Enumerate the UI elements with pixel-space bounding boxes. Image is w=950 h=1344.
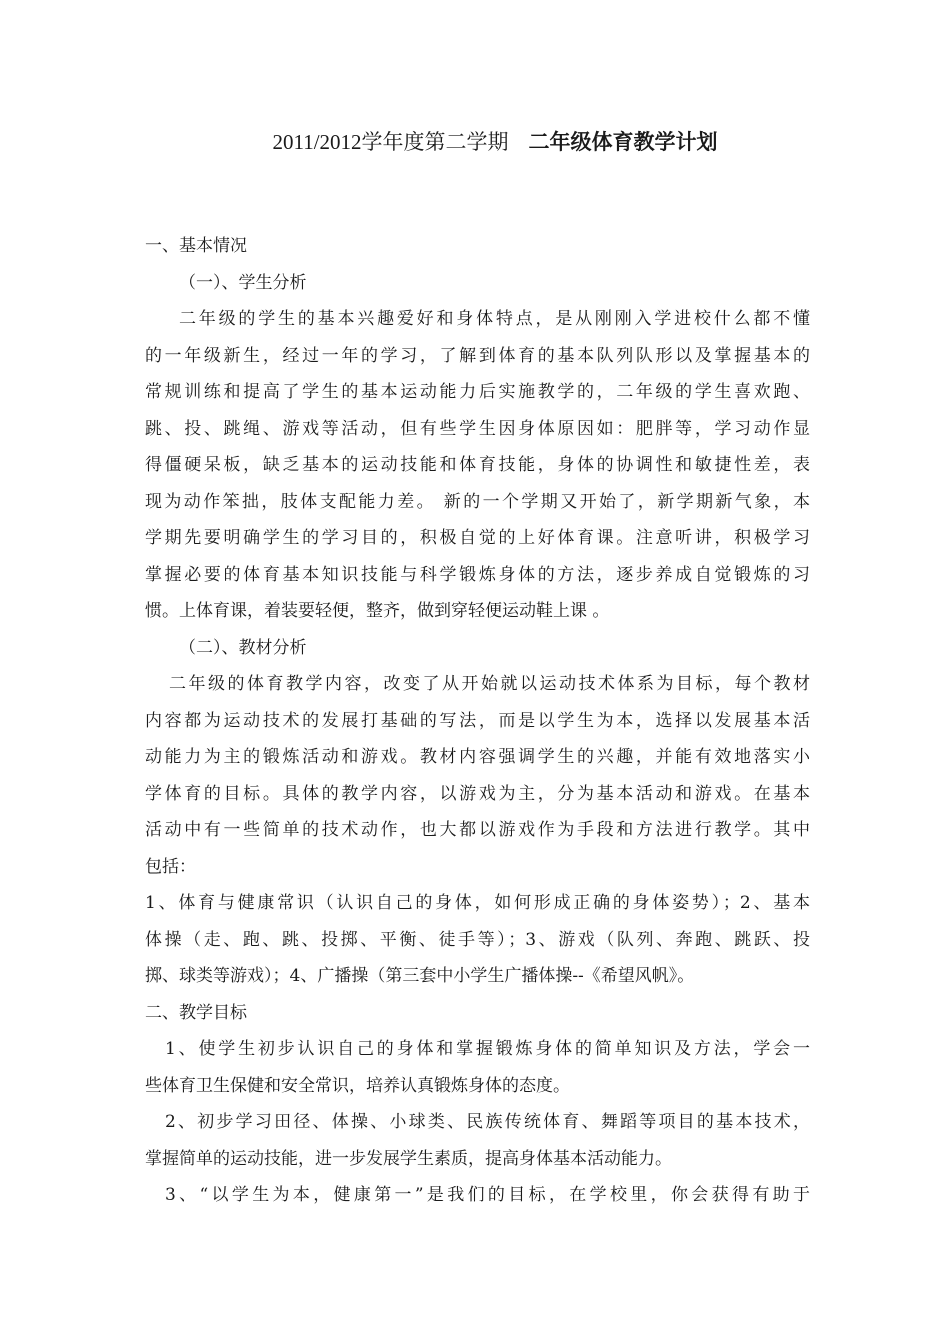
goal-line: 3、“以学生为本，健康第一”是我们的目标，在学校里，你会获得有助于 [165,1185,810,1205]
section-heading-teaching-goals: 二、教学目标 [145,1002,247,1023]
subsection-heading-material-analysis: （二）、教材分析 [179,637,307,658]
paragraph-line: 学体育的目标。具体的教学内容，以游戏为主，分为基本活动和游戏。在基本 [145,783,810,804]
title-main: 二年级体育教学计划 [528,129,718,154]
paragraph-line: 动能力为主的锻炼活动和游戏。教材内容强调学生的兴趣，并能有效地落实小 [145,747,810,767]
list-line: 掷、球类等游戏）；4、广播操（第三套中小学生广播体操--《希望风帆》。 [145,966,695,986]
paragraph-line: 活动中有一些简单的技术动作，也大都以游戏作为手段和方法进行教学。其中 [145,820,810,840]
list-line: 体操（走、跑、跳、投掷、平衡、徒手等）；3、游戏（队列、奔跑、跳跃、投 [145,929,810,950]
paragraph-line: 二年级的体育教学内容，改变了从开始就以运动技术体系为目标，每个教材 [169,674,810,694]
subsection-heading-student-analysis: （一）、学生分析 [179,272,307,293]
paragraph-line: 的一年级新生，经过一年的学习，了解到体育的基本队列队形以及掌握基本的 [145,345,810,366]
paragraph-line: 包括： [145,856,196,877]
paragraph-line: 二年级的学生的基本兴趣爱好和身体特点，是从刚刚入学进校什么都不懂 [179,309,810,329]
paragraph-line: 现为动作笨拙，肢体支配能力差。 新的一个学期又开始了，新学期新气象，本 [145,491,810,512]
paragraph-line: 学期先要明确学生的学习目的，积极自觉的上好体育课。注意听讲，积极学习 [145,528,810,548]
goal-line: 些体育卫生保健和安全常识，培养认真锻炼身体的态度。 [145,1075,570,1096]
document-title [0,126,950,158]
list-line: 1、体育与健康常识（认识自己的身体，如何形成正确的身体姿势）；2、基本 [145,893,810,913]
paragraph-line: 掌握必要的体育基本知识技能与科学锻炼身体的方法，逐步养成自觉锻炼的习 [145,564,810,585]
document-body [145,228,810,1214]
title-school-year: 2011/2012学年度第二学期 [272,130,509,154]
goal-line: 1、使学生初步认识自己的身体和掌握锻炼身体的简单知识及方法，学会一 [165,1039,810,1059]
goal-line: 2、初步学习田径、体操、小球类、民族传统体育、舞蹈等项目的基本技术， [165,1112,810,1132]
paragraph-line: 常规训练和提高了学生的基本运动能力后实施教学的，二年级的学生喜欢跑、 [145,382,810,402]
paragraph-line: 得僵硬呆板，缺乏基本的运动技能和体育技能，身体的协调性和敏捷性差，表 [145,455,810,475]
paragraph-line: 内容都为运动技术的发展打基础的写法，而是以学生为本，选择以发展基本活 [145,710,810,731]
paragraph-line: 惯。上体育课，着装要轻便，整齐，做到穿轻便运动鞋上课 。 [145,601,610,621]
section-heading-basic-situation: 一、基本情况 [145,236,247,256]
goal-line: 掌握简单的运动技能，进一步发展学生素质，提高身体基本活动能力。 [145,1148,672,1169]
paragraph-line: 跳、投、跳绳、游戏等活动，但有些学生因身体原因如：肥胖等，学习动作显 [145,418,810,439]
